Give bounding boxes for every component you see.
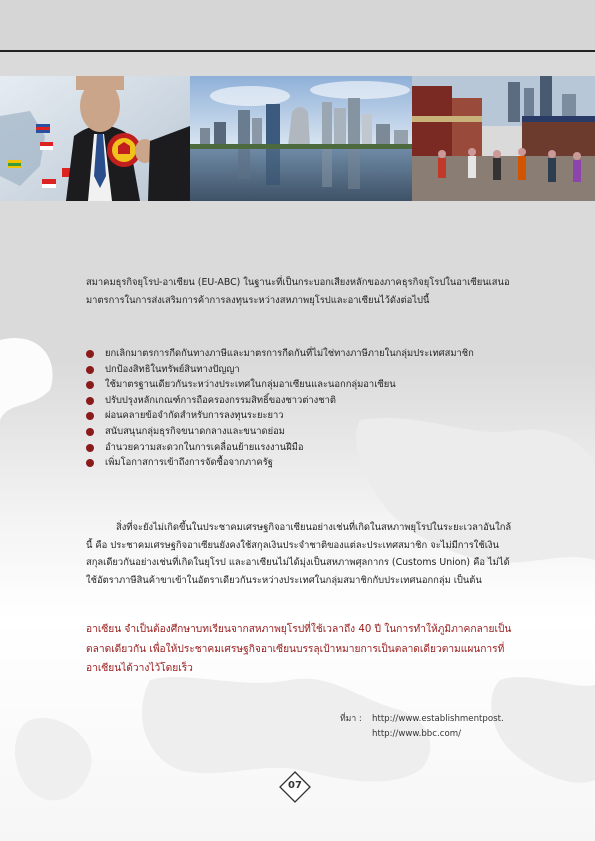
businessman-asean-photo [0, 76, 190, 201]
intro-paragraph: สมาคมธุรกิจยุโรป-อาเซียน (EU-ABC) ในฐานะที่เป็นกระบอกเสียงหลักของภาคธุรกิจยุโรปในอาเซียนเสนอมาตรการในการส่งเสริมการค้าการลงทุนระหว่างสหภาพยุโรปและอาเซียนไว้ดังต่อไปนี้ [86, 277, 510, 306]
header-rule [0, 50, 595, 52]
bullet-dot-icon [86, 428, 94, 436]
highlight-paragraph: อาเซียน จำเป็นต้องศึกษาบทเรียนจากสหภาพยุโรปที่ใช้เวลาถึง 40 ปี ในการทำให้ภูมิภาคกลายเป็นตลาดเดียวกัน เพื่อให้ประชาคมเศรษฐกิจอาเซียนบรรลุเป้าหมายการเป็นตลาดเดียวตามแผนการที่อาเซียนได้วางไว้โดยเร็ว [86, 624, 512, 674]
list-item: ยกเลิกมาตรการกีดกันทางภาษีและมาตรการกีดกันที่ไม่ใช่ทางภาษีภายในกลุ่มประเทศสมาชิก [86, 346, 516, 362]
source-citation [340, 712, 504, 742]
measures-list [86, 346, 516, 471]
list-item: ใช้มาตรฐานเดียวกันระหว่างประเทศในกลุ่มอาเซียนและนอกกลุ่มอาเซียน [86, 377, 516, 393]
bullet-dot-icon [86, 397, 94, 405]
list-item: อำนวยความสะดวกในการเคลื่อนย้ายแรงงานฝีมือ [86, 440, 516, 456]
page-number: 07 [288, 780, 302, 791]
source-link[interactable]: http://www.establishmentpost. [372, 714, 504, 724]
body-paragraph: สิ่งที่จะยังไม่เกิดขึ้นในประชาคมเศรษฐกิจอาเซียนอย่างเช่นที่เกิดในสหภาพยุโรปในระยะเวลาอันใกล้นี้ คือ ประชาคมเศรษฐกิจอาเซียนยังคงใช้สกุลเงินประจำชาติของแต่ละประเทศสมาชิก จะไม่มีการใช้เงินสกุลเดียวกันอย่างเช่นที่เกิดในยุโรป และอาเซียนไม่ได้มุ่งเป็นสหภาพศุลกากร (Customs Union) คือ ไม่ได้ใช้อัตราภาษีสินค้าขาเข้าในอัตราเดียวกันระหว่างประเทศในกลุ่มสมาชิกกับประเทศนอกกลุ่ม เป็นต้น [86, 522, 512, 586]
bullet-dot-icon [86, 350, 94, 358]
source-link[interactable]: http://www.bbc.com/ [372, 729, 461, 739]
header-band [0, 0, 595, 50]
bullet-dot-icon [86, 412, 94, 420]
city-skyline-photo [190, 76, 412, 201]
list-item: เพิ่มโอกาสการเข้าถึงการจัดซื้อจากภาครัฐ [86, 455, 516, 471]
bullet-dot-icon [86, 444, 94, 452]
bullet-dot-icon [86, 459, 94, 467]
bullet-dot-icon [86, 366, 94, 374]
market-street-photo [412, 76, 595, 201]
list-item: ปรับปรุงหลักเกณฑ์การถือครองกรรมสิทธิ์ของชาวต่างชาติ [86, 393, 516, 409]
list-item: ผ่อนคลายข้อจำกัดสำหรับการลงทุนระยะยาว [86, 408, 516, 424]
bullet-dot-icon [86, 381, 94, 389]
source-label: ที่มา : [340, 714, 362, 724]
list-item: สนับสนุนกลุ่มธุรกิจขนาดกลางและขนาดย่อม [86, 424, 516, 440]
list-item: ปกป้องสิทธิในทรัพย์สินทางปัญญา [86, 362, 516, 378]
